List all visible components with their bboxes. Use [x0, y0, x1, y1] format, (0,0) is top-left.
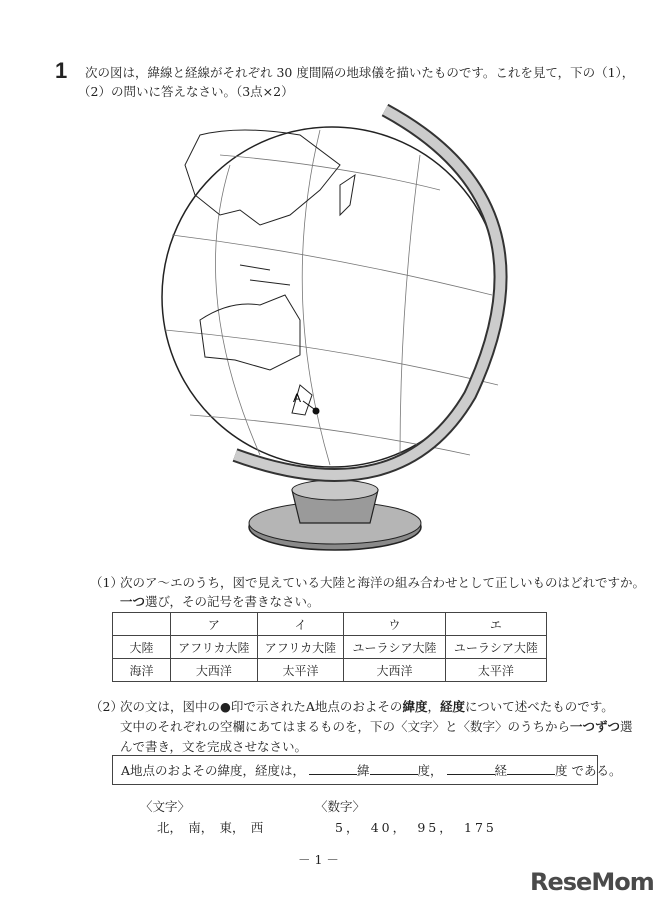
blank-lat-direction[interactable] — [309, 762, 357, 775]
q1-label: （1） — [90, 575, 123, 590]
table-header-row: ア イ ウ エ — [113, 613, 547, 636]
q2-label: （2） — [90, 699, 123, 714]
answer-table — [112, 612, 547, 682]
blank-lat-value[interactable] — [370, 762, 418, 775]
intro-line-1: 次の図は，緯線と経線がそれぞれ 30 度間隔の地球儀を描いたものです。これを見て，下の（1）， — [85, 65, 635, 80]
numbers-label: 〈数字〉 — [315, 799, 366, 814]
table-row: 大陸 アフリカ大陸 アフリカ大陸 ユーラシア大陸 ユーラシア大陸 — [113, 636, 547, 659]
answer-sentence-box: A地点のおよその緯度，経度は， 緯 度， 経 度 である。 — [112, 755, 598, 785]
q2-line-1: 次の文は，図中の●印で示されたA地点のおよその緯度，経度について述べたものです。 — [120, 699, 614, 714]
table-row: 海洋 大西洋 太平洋 大西洋 太平洋 — [113, 659, 547, 682]
q1-line-1: 次のア～エのうち，図で見えている大陸と海洋の組み合わせとして正しいものはどれですか。 — [120, 575, 646, 590]
point-a-label: A — [293, 391, 302, 405]
blank-lon-value[interactable] — [507, 762, 555, 775]
q2-line-3: んで書き，文を完成させなさい。 — [120, 739, 308, 754]
q2-line-2: 文中のそれぞれの空欄にあてはまるものを，下の〈文字〉と〈数字〉のうちから一つずつ選 — [120, 719, 633, 734]
page-number: － 1 － — [298, 852, 339, 867]
numbers-options: 5， 40， 95， 175 — [335, 820, 497, 835]
question-number: 1 — [55, 58, 68, 83]
letters-options: 北， 南， 東， 西 — [157, 820, 264, 835]
q1-line-2: 一つ選び，その記号を書きなさい。 — [120, 594, 320, 609]
blank-lon-direction[interactable] — [447, 762, 495, 775]
resemom-logo: ReseMom — [530, 868, 654, 896]
globe-figure — [0, 95, 640, 555]
intro-line-2: （2）の問いに答えなさい。（3点×2） — [78, 84, 294, 99]
letters-label: 〈文字〉 — [140, 799, 191, 814]
